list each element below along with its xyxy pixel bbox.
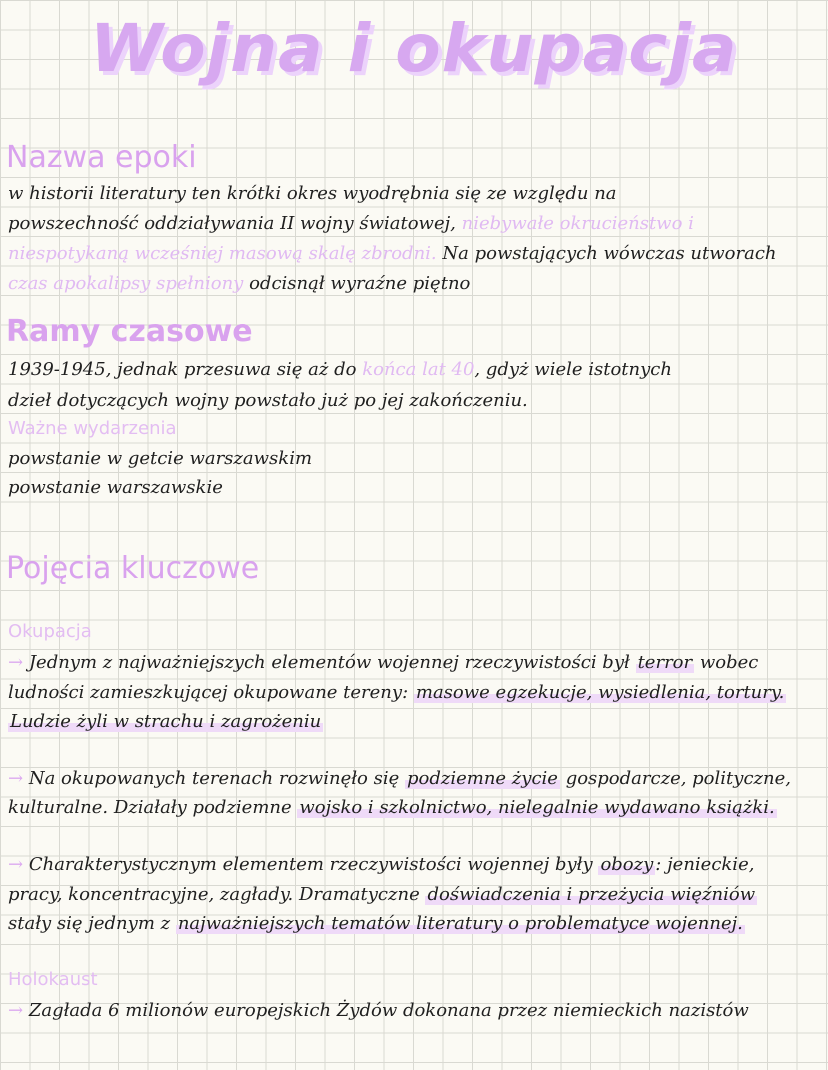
p3-l1-highlight: obozy: [600, 854, 654, 875]
p3-l1-text: Charakterystycznym elementem rzeczywistości wojennej były: [28, 854, 593, 875]
p1-l1-end: wobec: [699, 652, 759, 673]
heading-nazwa-epoki: Nazwa epoki: [6, 140, 197, 175]
ramy-line-1: [8, 359, 672, 380]
subheading-okupacja: Okupacja: [8, 621, 92, 642]
subheading-holokaust: Holokaust: [8, 969, 98, 990]
page-title: Wojna i okupacja: [90, 10, 738, 87]
nazwa-l4-text: odcisnął wyraźne piętno: [249, 273, 471, 294]
p2-line-1: [8, 768, 791, 789]
p2-l1-end: gospodarcze, polityczne,: [565, 768, 791, 789]
arrow-icon: →: [8, 1000, 24, 1021]
p1-line-2: [8, 682, 786, 703]
p3-l3-highlight: najważniejszych tematów literatury o problematyce wojennej.: [177, 913, 743, 934]
ramy-l1-end: , gdyż wiele istotnych: [474, 359, 672, 380]
p1-line-1: [8, 652, 758, 673]
arrow-icon: →: [8, 652, 24, 673]
nazwa-l4-pastel: czas apokalipsy spełniony: [8, 273, 244, 294]
ramy-line-2: dzieł dotyczących wojny powstało już po jej zakończeniu.: [8, 390, 528, 411]
p3-line-1: [8, 854, 754, 875]
p3-line-3: [8, 913, 745, 934]
p3-l2-highlight: doświadczenia i przeżycia więźniów: [427, 884, 756, 905]
p3-l2-text: pracy, koncentracyjne, zagłady. Dramatyczne: [8, 884, 420, 905]
arrow-icon: →: [8, 768, 24, 789]
p1-l1-highlight: terror: [637, 652, 693, 673]
p1-l3-highlight: Ludzie żyli w strachu i zagrożeniu: [10, 711, 322, 732]
p3-line-2: [8, 884, 757, 905]
p2-l2-text: kulturalne. Działały podziemne: [8, 797, 292, 818]
nazwa-line-3: [8, 243, 777, 264]
p1-l2-highlight: masowe egzekucje, wysiedlenia, tortury.: [415, 682, 785, 703]
p3-l1-end: : jenieckie,: [655, 854, 755, 875]
nazwa-line-4: [8, 273, 470, 294]
nazwa-l2-text: powszechność oddziaływania II wojny światowej,: [8, 213, 456, 234]
p2-l1-text: Na okupowanych terenach rozwinęło się: [28, 768, 400, 789]
nazwa-l3-text: Na powstających wówczas utworach: [442, 243, 777, 264]
p2-l2-highlight: wojsko i szkolnictwo, nielegalnie wydawano książki.: [299, 797, 775, 818]
event-1: powstanie w getcie warszawskim: [8, 448, 313, 469]
nazwa-line-2: [8, 213, 694, 234]
p1-l2-text: ludności zamieszkującej okupowane tereny:: [8, 682, 409, 703]
p2-l1-highlight: podziemne życie: [407, 768, 558, 789]
p4-line-1: [8, 1000, 749, 1021]
p4-text: Zagłada 6 milionów europejskich Żydów dokonana przez niemieckich nazistów: [28, 1000, 749, 1021]
arrow-icon: →: [8, 854, 24, 875]
p2-line-2: [8, 797, 777, 818]
p1-line-3: [8, 711, 323, 732]
p1-l1-text: Jednym z najważniejszych elementów wojennej rzeczywistości był: [28, 652, 630, 673]
ramy-l1-pastel: końca lat 40: [362, 359, 475, 380]
event-2: powstanie warszawskie: [8, 477, 223, 498]
nazwa-l3-pastel: niespotykaną wcześniej masową skalę zbrodni.: [8, 243, 437, 264]
ramy-l1-text: 1939-1945, jednak przesuwa się aż do: [8, 359, 357, 380]
subheading-wazne-wydarzenia: Ważne wydarzenia: [8, 418, 177, 439]
heading-ramy-czasowe: Ramy czasowe: [6, 314, 253, 349]
nazwa-line-1: w historii literatury ten krótki okres wyodrębnia się ze względu na: [8, 183, 617, 204]
heading-pojecia-kluczowe: Pojęcia kluczowe: [6, 551, 260, 586]
nazwa-l2-pastel: niebywałe okrucieństwo i: [461, 213, 694, 234]
p3-l3-text: stały się jednym z: [8, 913, 171, 934]
